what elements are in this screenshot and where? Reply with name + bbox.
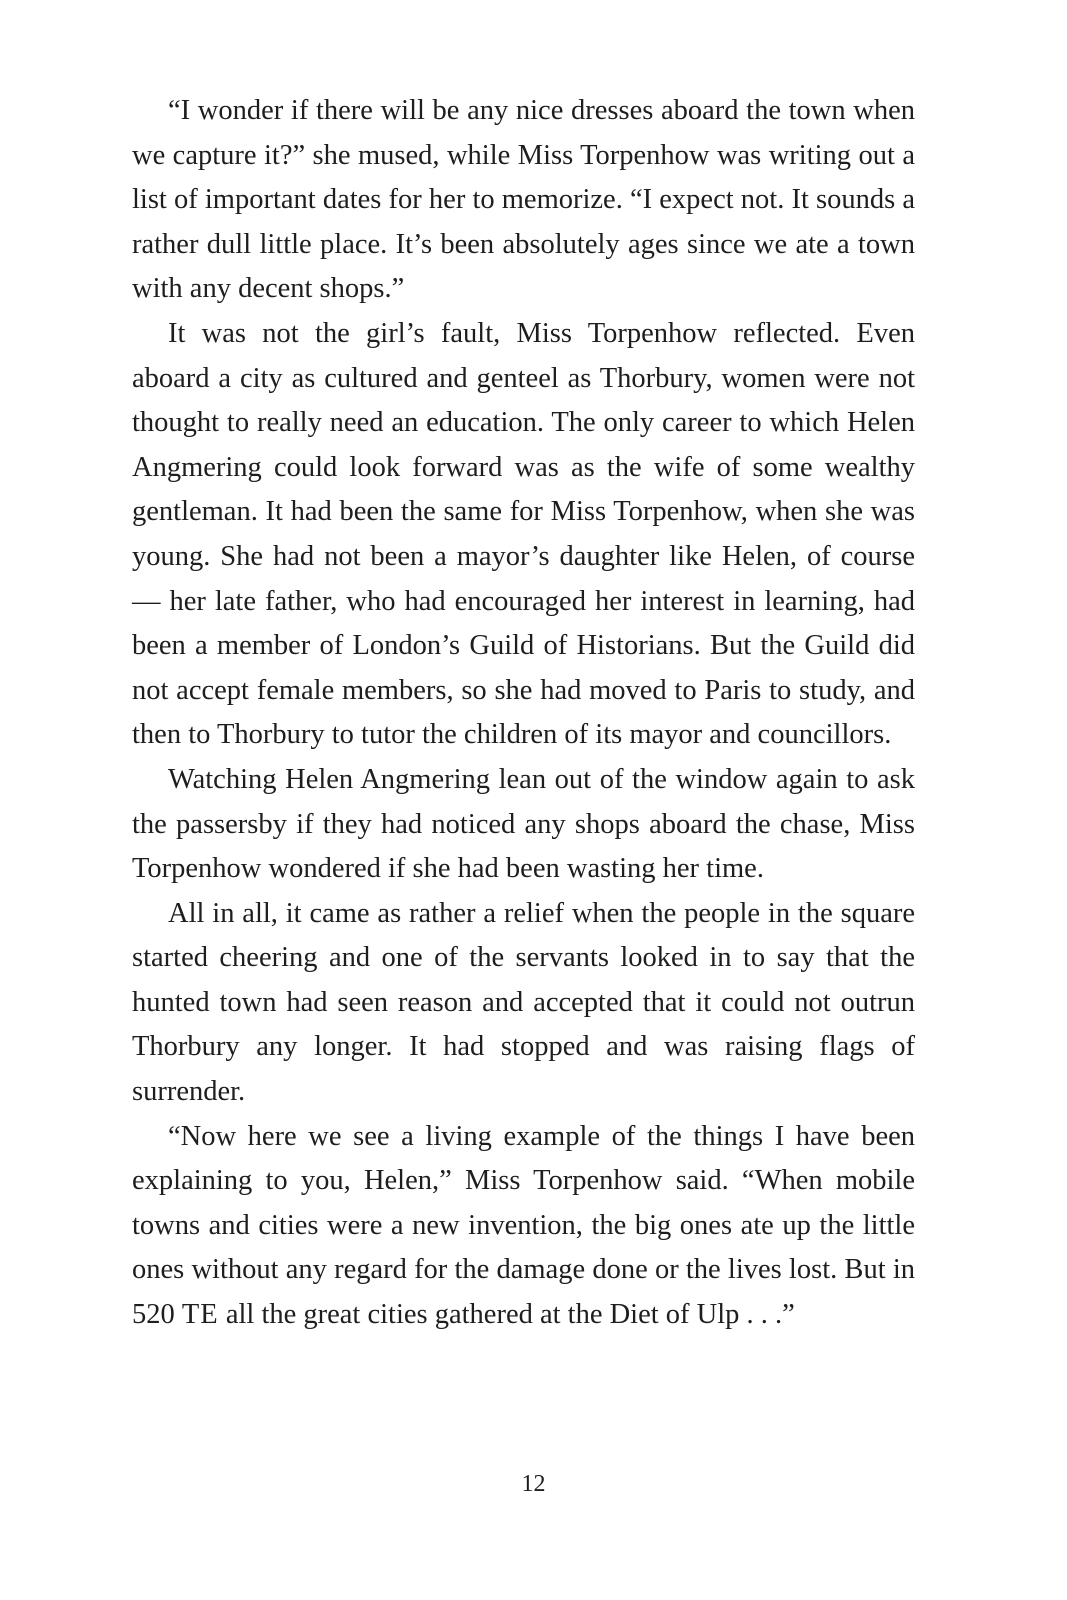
paragraph-text: “Now here we see a living example of the things I have been explaining to you, Helen,” Miss Torpenhow said. “When mobile towns and cities were a new invention, the big ones ate up the little ones without any regard for the damage done or the lives lost. But bbox=[132, 1120, 915, 1286]
paragraph: It was not the girl’s fault, Miss Torpenhow reflected. Even aboard a city as cultured and genteel as Thorbury, women were not thought to really need an education. The only career to which Helen Angmering could look forward was as the wife of some wealthy gentleman. It had been the same for Miss Torpenhow, when she was young. She had not been a mayor’s daughter like Helen, of course — her late father, who had encouraged her interest in learning, had been a member of London’s Guild of Historians. But the Guild did not accept female members, so she had moved to Paris to study, and then to Thorbury to tutor the children of its mayor and councillors. bbox=[132, 317, 915, 751]
era-abbreviation: TE bbox=[181, 1299, 219, 1331]
paragraph: Watching Helen Angmering lean out of the window again to ask the passersby if they had noticed any shops aboard the chase, Miss Torpenhow wondered if she had been wasting her time. bbox=[132, 763, 915, 885]
text-run: all the great cities gathered at the Diet of Ulp . . .” bbox=[218, 1299, 795, 1331]
body-text bbox=[132, 89, 915, 1338]
page-number: 12 bbox=[521, 1471, 546, 1497]
paragraph: All in all, it came as rather a relief when the people in the square started cheering and one of the servants looked in to say that the hunted town had seen reason and accepted that it could not outrun Thorbury any longer. It had stopped and was raising flags of surrender. bbox=[132, 897, 915, 1108]
paragraph-final bbox=[132, 1115, 915, 1338]
text-run: in 520 bbox=[132, 1254, 915, 1331]
paragraph: “I wonder if there will be any nice dresses aboard the town when we capture it?” she mused, while Miss Torpenhow was writing out a list of important dates for her to memorize. “I expect not. It sounds a rather dull little place. It’s been absolutely ages since we ate a town with any decent shops.” bbox=[132, 95, 915, 305]
